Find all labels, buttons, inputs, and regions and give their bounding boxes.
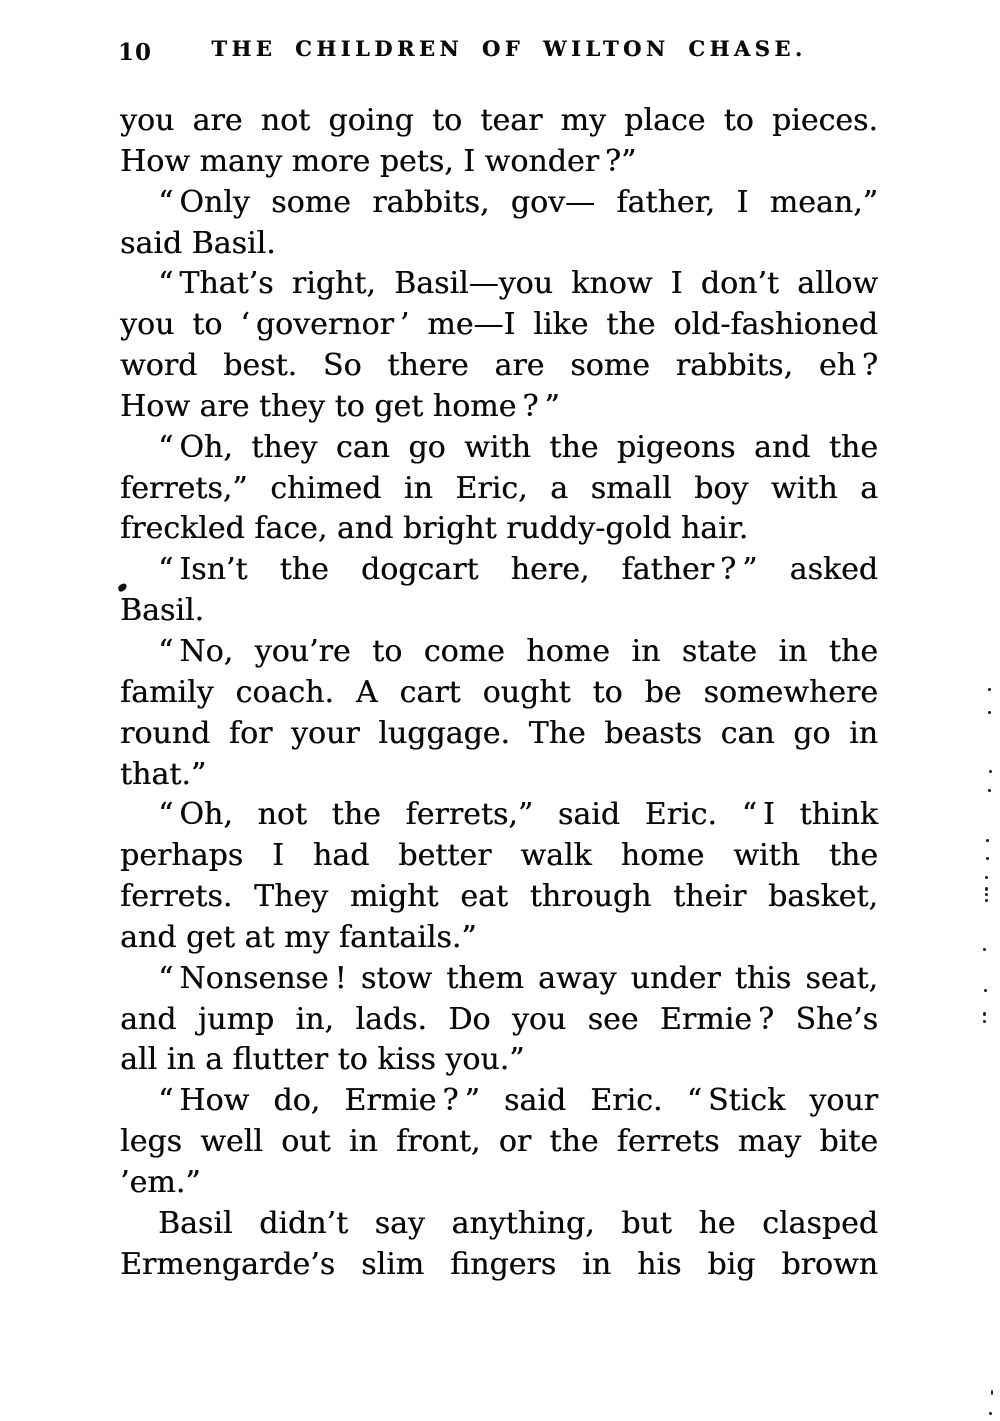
text-line: How are they to get home ? ” bbox=[120, 388, 560, 424]
scan-speck bbox=[983, 948, 986, 951]
paragraph bbox=[120, 428, 878, 551]
scan-speck bbox=[989, 1412, 992, 1415]
text-line: ’em.” bbox=[120, 1164, 201, 1200]
text-line: round for your luggage. The beasts can go in bbox=[120, 715, 878, 751]
paragraph bbox=[120, 1081, 878, 1204]
paragraph bbox=[120, 264, 878, 427]
text-line: and jump in, lads. Do you see Ermie ? She’s bbox=[120, 1001, 878, 1037]
running-title: THE CHILDREN OF WILTON CHASE. bbox=[211, 36, 807, 61]
text-line: Ermengarde’s slim fingers in his big brown bbox=[120, 1246, 878, 1282]
scan-speck bbox=[991, 1390, 993, 1395]
scan-speck bbox=[985, 893, 988, 896]
paragraph bbox=[120, 795, 878, 958]
scan-speck bbox=[983, 1012, 986, 1016]
paragraph bbox=[120, 550, 878, 632]
text-line: “ How do, Ermie ? ” said Eric. “ Stick your bbox=[158, 1083, 878, 1119]
text-line: and get at my fantails.” bbox=[120, 919, 477, 955]
text-line: family coach. A cart ought to be somewhere bbox=[120, 674, 878, 710]
paragraph bbox=[120, 1204, 878, 1286]
paragraph bbox=[120, 183, 878, 265]
text-line: you are not going to tear my place to pieces. bbox=[120, 103, 878, 138]
running-header bbox=[120, 36, 878, 66]
page-body bbox=[120, 101, 878, 1285]
scan-speck bbox=[985, 887, 988, 891]
text-line: you to ‘ governor ’ me—I like the old-fashioned bbox=[120, 307, 878, 343]
scan-speck bbox=[984, 989, 987, 992]
text-line: Basil. bbox=[120, 593, 205, 629]
text-line: ferrets,” chimed in Eric, a small boy with a bbox=[120, 470, 878, 506]
scan-speck bbox=[986, 857, 989, 860]
page-number: 10 bbox=[118, 39, 153, 66]
text-line: ferrets. They might eat through their basket, bbox=[120, 879, 878, 915]
text-line: legs well out in front, or the ferrets may bite bbox=[120, 1124, 878, 1160]
text-line: perhaps I had better walk home with the bbox=[120, 838, 878, 874]
text-line: all in a flutter to kiss you.” bbox=[120, 1042, 525, 1078]
scan-speck bbox=[989, 770, 992, 773]
text-line: “ Oh, they can go with the pigeons and the bbox=[158, 429, 878, 465]
text-line: “ That’s right, Basil—you know I don’t allow bbox=[158, 266, 878, 302]
paragraph bbox=[120, 959, 878, 1082]
text-line: freckled face, and bright ruddy-gold hair. bbox=[120, 511, 749, 547]
text-line: “ Only some rabbits, gov— father, I mean,” bbox=[158, 184, 878, 220]
scan-speck bbox=[988, 688, 991, 691]
text-line: “ Isn’t the dogcart here, father ? ” asked bbox=[158, 552, 878, 588]
paragraph bbox=[120, 632, 878, 795]
scan-speck bbox=[985, 876, 988, 879]
text-line: said Basil. bbox=[120, 225, 276, 261]
scan-speck bbox=[983, 1020, 986, 1023]
scan-speck bbox=[988, 711, 991, 714]
paragraph bbox=[120, 101, 878, 183]
scan-speck bbox=[986, 839, 989, 842]
text-line: word best. So there are some rabbits, eh ? bbox=[120, 348, 878, 384]
scan-speck bbox=[988, 789, 991, 792]
text-line: “ Oh, not the ferrets,” said Eric. “ I think bbox=[158, 797, 878, 833]
text-line: “ Nonsense ! stow them away under this seat, bbox=[158, 960, 878, 996]
text-line: that.” bbox=[120, 756, 207, 792]
text-line: Basil didn’t say anything, but he clasped bbox=[158, 1205, 878, 1241]
text-line: How many more pets, I wonder ?” bbox=[120, 143, 637, 179]
scan-speck bbox=[985, 899, 988, 902]
text-line: “ No, you’re to come home in state in the bbox=[158, 633, 878, 669]
